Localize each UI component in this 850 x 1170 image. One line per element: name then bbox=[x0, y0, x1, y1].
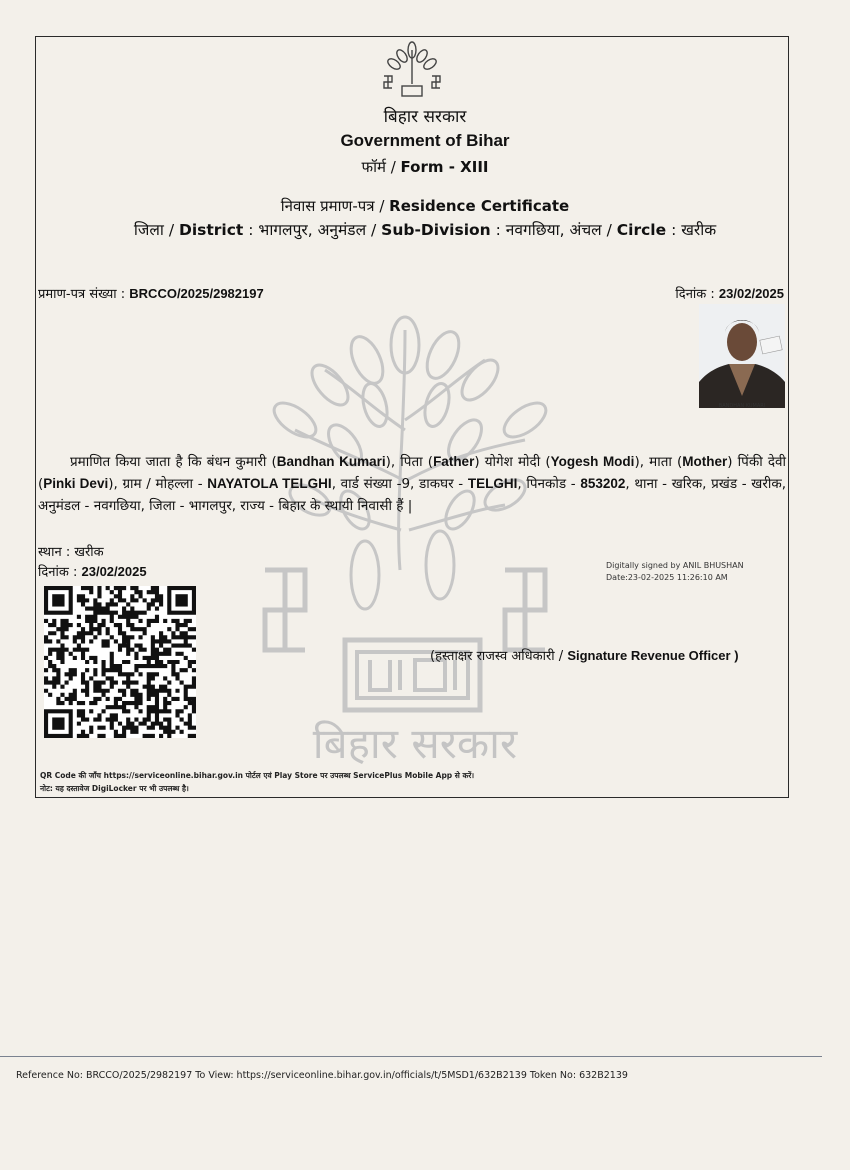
footer-divider bbox=[0, 1056, 822, 1057]
person-photo-icon bbox=[699, 304, 785, 408]
header-title-english: Government of Bihar bbox=[340, 131, 510, 150]
officer-label-hindi: (हस्ताक्षर राजस्व अधिकारी bbox=[430, 649, 555, 664]
mother-label: Mother bbox=[682, 454, 728, 469]
district-label-english: District bbox=[178, 221, 244, 239]
issue-date-label: दिनांक bbox=[38, 565, 69, 580]
certificate-date: दिनांक : 23/02/2025 bbox=[675, 286, 784, 302]
certificate-body bbox=[38, 451, 786, 517]
certificate-number: प्रमाण-पत्र संख्या : BRCCO/2025/2982197 bbox=[38, 286, 264, 302]
body-text: ), पिता ( bbox=[385, 454, 434, 470]
issue-place-label: स्थान bbox=[38, 545, 62, 560]
qr-note bbox=[40, 769, 474, 795]
qr-note-line1: QR Code की जाँच https://serviceonline.bihar.gov.in पोर्टल एवं Play Store पर उपलब्ध ServicePlus Mobile App से करें। bbox=[40, 771, 475, 780]
officer-label-english: Signature Revenue Officer ) bbox=[567, 648, 739, 663]
certificate-number-value: BRCCO/2025/2982197 bbox=[129, 286, 264, 301]
father-name: Yogesh Modi bbox=[550, 454, 635, 469]
certificate-type-english: Residence Certificate bbox=[389, 197, 570, 215]
body-text: , पिनकोड - bbox=[517, 476, 581, 492]
digital-signature-name: Digitally signed by ANIL BHUSHAN bbox=[606, 561, 744, 570]
issue-place: स्थान : खरीक bbox=[38, 545, 104, 560]
form-label-english: Form - XIII bbox=[400, 158, 489, 176]
issue-date-value: 23/02/2025 bbox=[81, 564, 147, 579]
signature-officer: (हस्ताक्षर राजस्व अधिकारी / Signature Revenue Officer ) bbox=[430, 648, 739, 664]
form-label-hindi: फॉर्म bbox=[361, 158, 386, 176]
body-text: ), माता ( bbox=[634, 454, 683, 470]
body-text: प्रमाणित किया जाता है कि बंधन कुमारी ( bbox=[70, 454, 277, 470]
qr-code-icon bbox=[44, 586, 196, 738]
certificate-number-label: प्रमाण-पत्र संख्या bbox=[38, 287, 117, 302]
circle-value: खरीक bbox=[681, 221, 717, 239]
header-title-hindi: बिहार सरकार bbox=[383, 107, 467, 127]
post-office: TELGHI bbox=[467, 476, 518, 491]
photo-caption: BANDHAN KUMARI bbox=[718, 403, 766, 409]
body-text: ), ग्राम / मोहल्ला - bbox=[108, 476, 208, 492]
qr-note-line2: नोट: यह दस्तावेज DigiLocker पर भी उपलब्ध है। bbox=[40, 784, 189, 793]
subdivision-label-english: Sub-Division bbox=[381, 221, 491, 239]
certificate-date-value: 23/02/2025 bbox=[718, 286, 784, 301]
district-label-hindi: जिला bbox=[133, 221, 164, 239]
body-text: ) योगेश मोदी ( bbox=[474, 454, 551, 470]
form-number: फॉर्म / Form - XIII bbox=[361, 158, 489, 176]
bihar-emblem-icon bbox=[380, 40, 444, 100]
certificate-type-hindi: निवास प्रमाण-पत्र bbox=[280, 197, 375, 215]
subdivision-label-hindi: अनुमंडल bbox=[317, 221, 367, 239]
issue-place-value: खरीक bbox=[74, 545, 104, 560]
body-text: ) पिंकी देवी ( bbox=[38, 454, 787, 492]
village-name: NAYATOLA TELGHI bbox=[207, 476, 332, 491]
pincode: 853202 bbox=[580, 476, 626, 491]
subdivision-value: नवगछिया bbox=[505, 221, 560, 239]
circle-label-english: Circle bbox=[616, 221, 667, 239]
qr-code[interactable] bbox=[44, 586, 196, 738]
watermark-text: बिहार सरकार bbox=[312, 719, 518, 768]
applicant-name: Bandhan Kumari bbox=[276, 454, 386, 469]
body-text: , थाना - खरिक, प्रखंड - खरीक, अनुमंडल - नवगछिया, जिला - भागलपुर, राज्य - बिहार के स्थायी निवासी हैं | bbox=[38, 476, 787, 514]
mother-name: Pinki Devi bbox=[43, 476, 109, 491]
certificate-type: निवास प्रमाण-पत्र / Residence Certificate bbox=[280, 197, 570, 215]
digital-signature bbox=[606, 560, 744, 584]
father-label: Father bbox=[433, 454, 475, 469]
applicant-photo bbox=[699, 304, 785, 408]
district-value: भागलपुर bbox=[258, 221, 308, 239]
jurisdiction-line: जिला / District : भागलपुर, अनुमंडल / Sub-Division : नवगछिया, अंचल / Circle : खरीक bbox=[133, 221, 717, 239]
body-text: , वार्ड संख्या -9, डाकघर - bbox=[331, 476, 468, 492]
issue-date: दिनांक : 23/02/2025 bbox=[38, 564, 147, 580]
digital-signature-date: Date:23-02-2025 11:26:10 AM bbox=[606, 573, 728, 582]
certificate-date-label: दिनांक bbox=[675, 287, 707, 302]
footer-reference: Reference No: BRCCO/2025/2982197 To View: https://serviceonline.bihar.gov.in/officials/t/5MSD1/632B2139 Token No: 632B2139 bbox=[16, 1070, 628, 1081]
circle-label-hindi: अंचल bbox=[569, 221, 602, 239]
